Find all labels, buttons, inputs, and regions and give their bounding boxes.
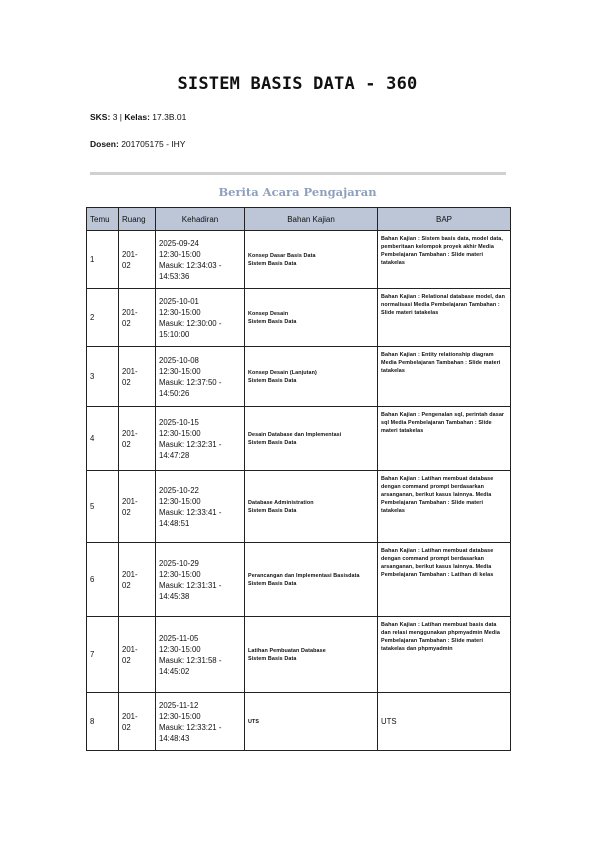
cell-bahan-kajian: UTS <box>245 693 378 751</box>
table-row <box>87 543 511 617</box>
cell-bap: Bahan Kajian : Relational database model, dan normalisasi Media Pembelajaran Tambahan : Slide materi tatakelas <box>378 289 511 347</box>
kelas-label: Kelas: <box>124 112 150 122</box>
course-info <box>90 112 186 122</box>
cell-bap: Bahan Kajian : Pengenalan sql, perintah dasar sql Media Pembelajaran Tambahan : Slide materi tatakelas <box>378 407 511 471</box>
table-row <box>87 617 511 693</box>
cell-kehadiran: 2025-10-29 12:30-15:00 Masuk: 12:31:31 - 14:45:38 <box>156 543 245 617</box>
cell-temu: 6 <box>87 543 119 617</box>
cell-ruang: 201- 02 <box>119 617 156 693</box>
cell-bahan-kajian: Konsep Desain (Lanjutan) Sistem Basis Data <box>245 347 378 407</box>
cell-temu: 2 <box>87 289 119 347</box>
cell-ruang: 201- 02 <box>119 289 156 347</box>
bap-table <box>86 207 511 751</box>
table-row <box>87 231 511 289</box>
cell-ruang: 201- 02 <box>119 347 156 407</box>
table-row <box>87 289 511 347</box>
cell-bahan-kajian: Konsep Desain Sistem Basis Data <box>245 289 378 347</box>
table-body <box>87 231 511 751</box>
cell-temu: 4 <box>87 407 119 471</box>
cell-bahan-kajian: Desain Database dan Implementasi Sistem Basis Data <box>245 407 378 471</box>
cell-bap: Bahan Kajian : Latihan membuat database dengan command prompt berdasarkan arsanganan, berikut kasus lainnya. Media Pembelajaran Tambahan : Slide materi tatakelas <box>378 471 511 543</box>
cell-kehadiran: 2025-10-15 12:30-15:00 Masuk: 12:32:31 - 14:47:28 <box>156 407 245 471</box>
header-temu: Temu <box>87 208 119 231</box>
cell-ruang: 201- 02 <box>119 693 156 751</box>
header-bap: BAP <box>378 208 511 231</box>
table-row <box>87 407 511 471</box>
cell-ruang: 201- 02 <box>119 471 156 543</box>
cell-kehadiran: 2025-10-01 12:30-15:00 Masuk: 12:30:00 - 15:10:00 <box>156 289 245 347</box>
separator: | <box>119 112 123 122</box>
cell-temu: 1 <box>87 231 119 289</box>
cell-kehadiran: 2025-11-12 12:30-15:00 Masuk: 12:33:21 - 14:48:43 <box>156 693 245 751</box>
dosen-value: 201705175 - IHY <box>121 139 186 149</box>
cell-ruang: 201- 02 <box>119 407 156 471</box>
cell-kehadiran: 2025-11-05 12:30-15:00 Masuk: 12:31:58 - 14:45:02 <box>156 617 245 693</box>
cell-kehadiran: 2025-09-24 12:30-15:00 Masuk: 12:34:03 - 14:53:36 <box>156 231 245 289</box>
lecturer-info <box>90 139 185 149</box>
cell-bap: UTS <box>378 693 511 751</box>
cell-bap: Bahan Kajian : Sistem basis data, model data, pemberitaan kelompok proyek akhir Media Pembelajaran Tambahan : Slide materi tatakelas <box>378 231 511 289</box>
cell-ruang: 201- 02 <box>119 231 156 289</box>
sks-value: 3 <box>112 112 118 122</box>
sks-label: SKS: <box>90 112 111 122</box>
cell-bap: Bahan Kajian : Latihan membuat basis data dan relasi menggunakan phpmyadmin Media Pembelajaran Tambahan : Slide materi tatakelas dan phpmyadmin <box>378 617 511 693</box>
section-title: Berita Acara Pengajaran <box>218 185 377 199</box>
dosen-label: Dosen: <box>90 139 119 149</box>
cell-bap: Bahan Kajian : Entity relationship diagram Media Pembelajaran Tambahan : Slide materi tatakelas <box>378 347 511 407</box>
cell-bap: Bahan Kajian : Latihan membuat database dengan command prompt berdasarkan arsanganan, berikut kasus lainnya. Media Pembelajaran Tambahan : Latihan di kelas <box>378 543 511 617</box>
cell-temu: 5 <box>87 471 119 543</box>
cell-temu: 8 <box>87 693 119 751</box>
table-header-row <box>87 208 511 231</box>
cell-kehadiran: 2025-10-22 12:30-15:00 Masuk: 12:33:41 - 14:48:51 <box>156 471 245 543</box>
cell-bahan-kajian: Konsep Dasar Basis Data Sistem Basis Data <box>245 231 378 289</box>
divider <box>90 172 506 175</box>
header-ruang: Ruang <box>119 208 156 231</box>
cell-temu: 7 <box>87 617 119 693</box>
header-bahan-kajian: Bahan Kajian <box>245 208 378 231</box>
cell-bahan-kajian: Perancangan dan Implementasi Basisdata Sistem Basis Data <box>245 543 378 617</box>
kelas-value: 17.3B.01 <box>152 112 187 122</box>
table-row <box>87 347 511 407</box>
cell-ruang: 201- 02 <box>119 543 156 617</box>
table-row <box>87 471 511 543</box>
header-kehadiran: Kehadiran <box>156 208 245 231</box>
cell-temu: 3 <box>87 347 119 407</box>
page-title: SISTEM BASIS DATA - 360 <box>177 74 418 94</box>
table-row <box>87 693 511 751</box>
cell-kehadiran: 2025-10-08 12:30-15:00 Masuk: 12:37:50 - 14:50:26 <box>156 347 245 407</box>
cell-bahan-kajian: Database Administration Sistem Basis Data <box>245 471 378 543</box>
cell-bahan-kajian: Latihan Pembuatan Database Sistem Basis Data <box>245 617 378 693</box>
